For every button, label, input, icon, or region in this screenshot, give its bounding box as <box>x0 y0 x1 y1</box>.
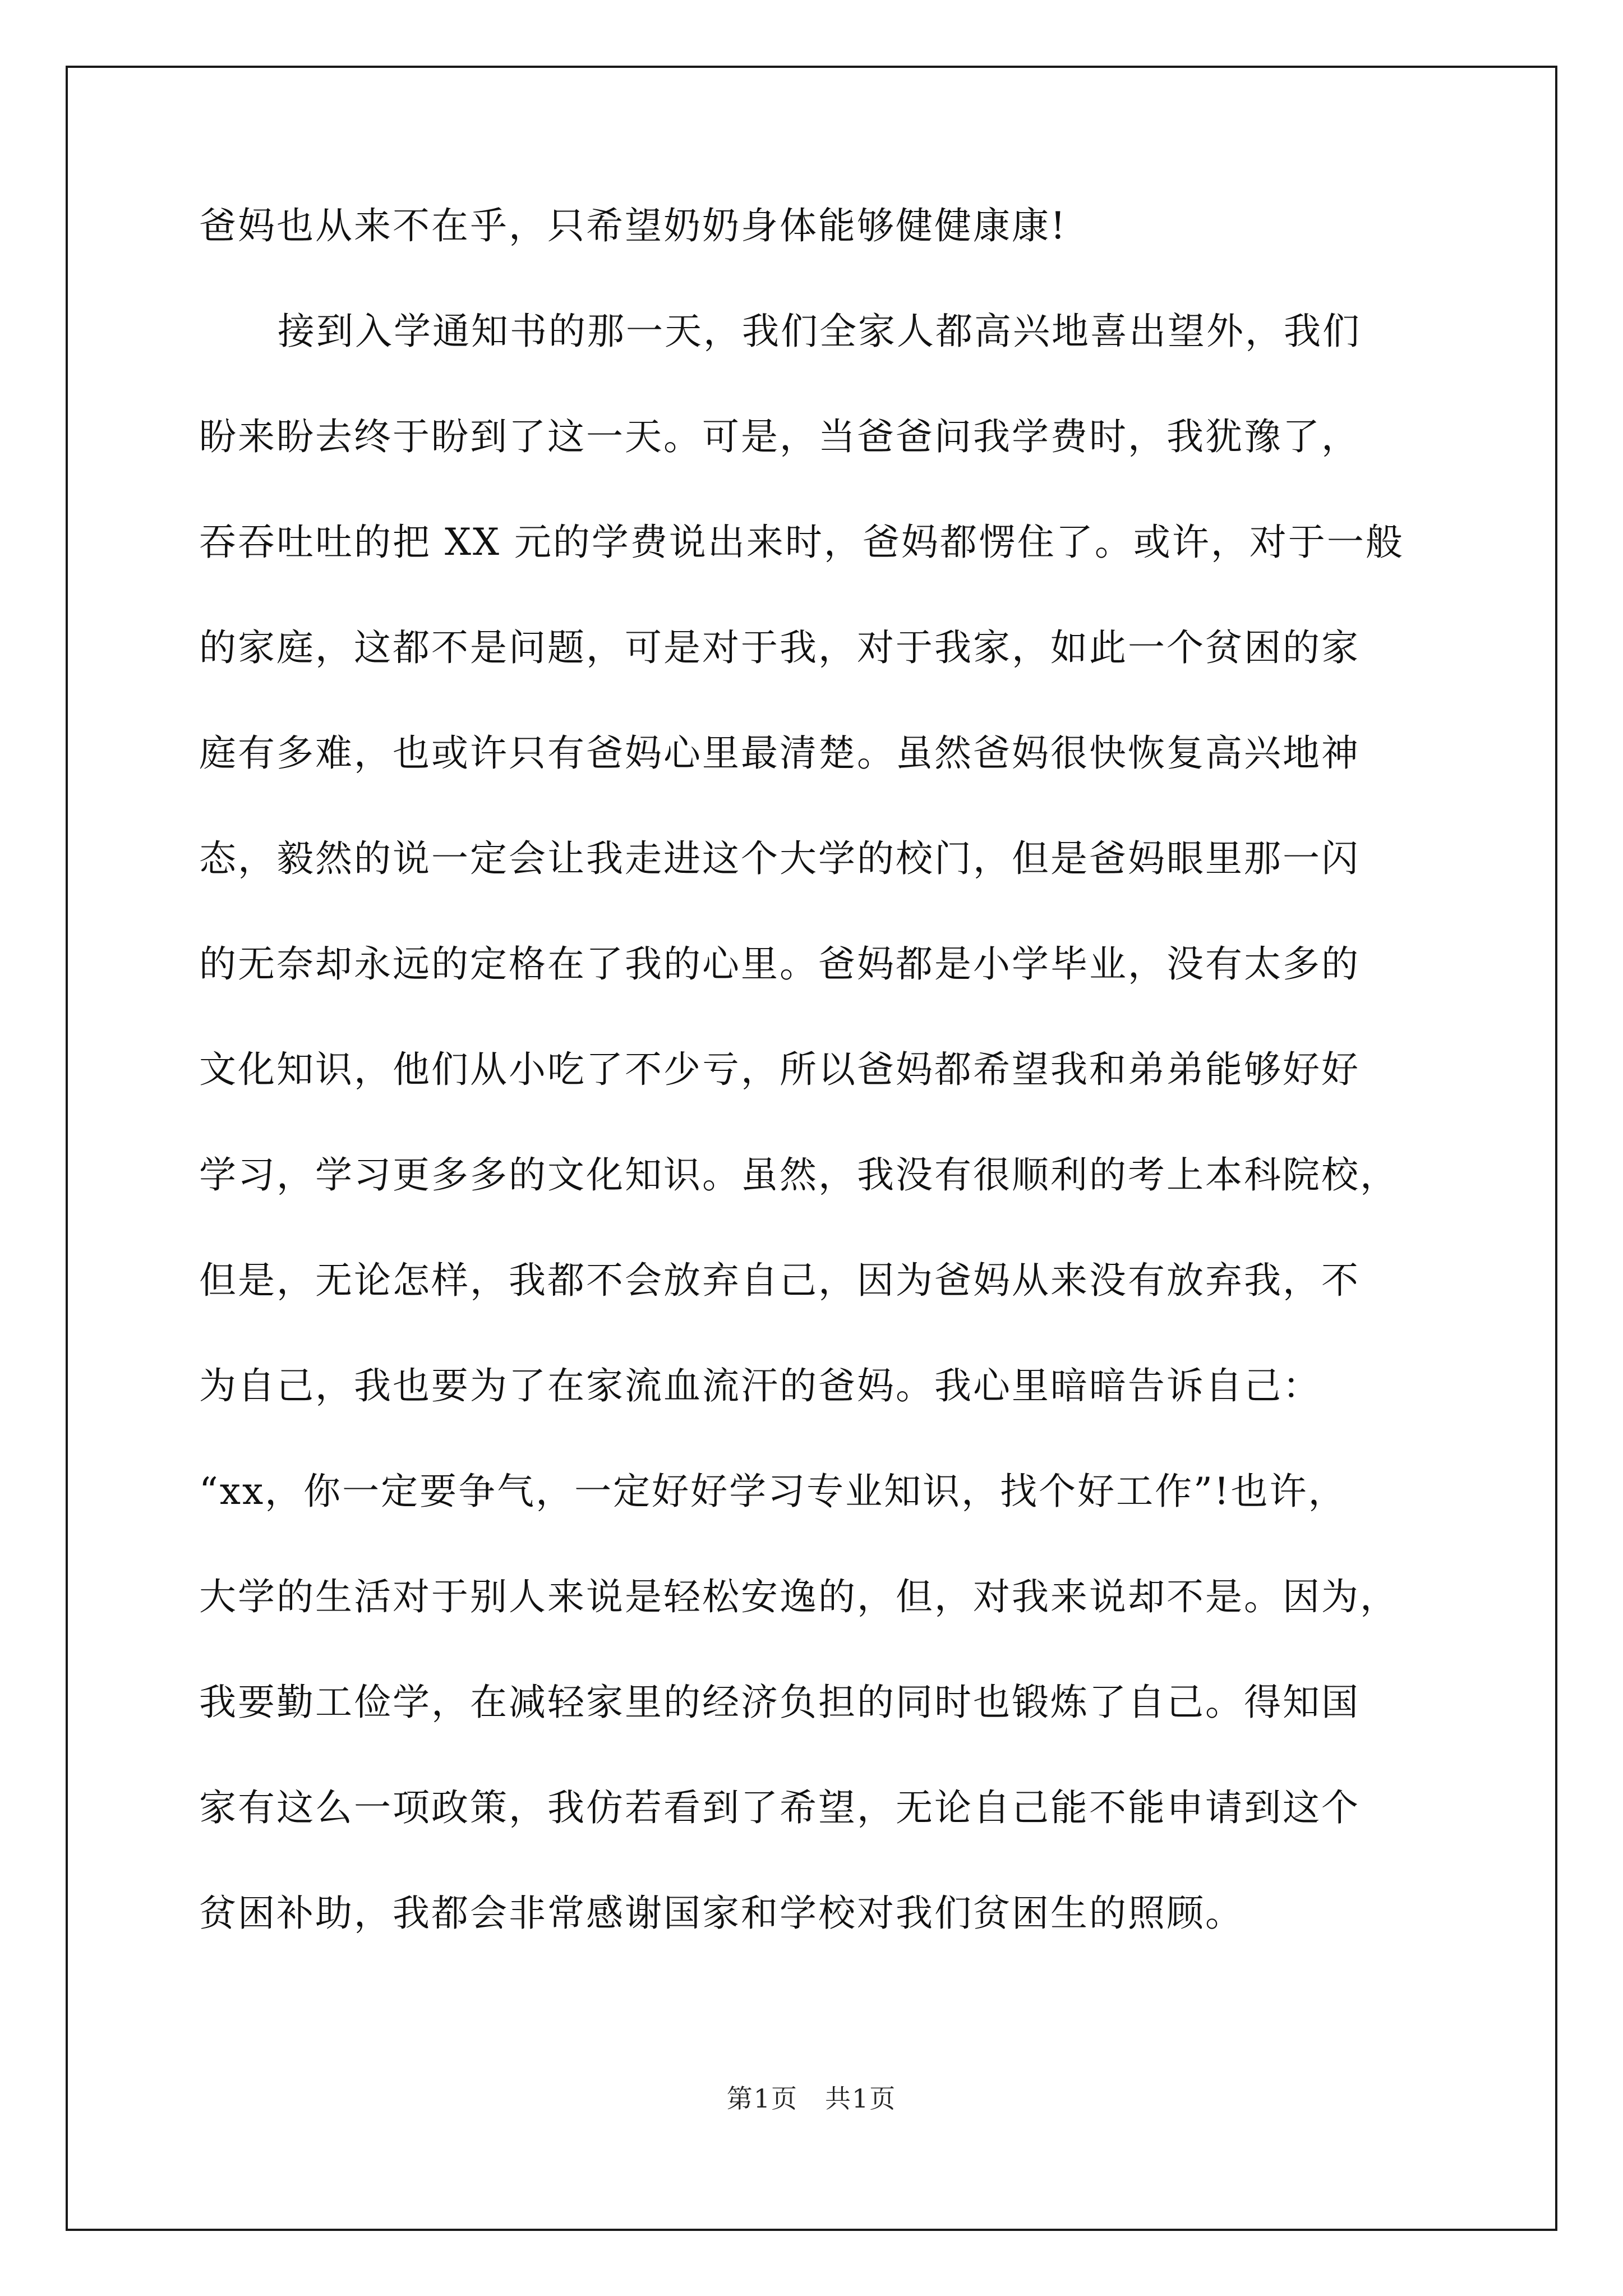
paragraph-line: 吞吞吐吐的把 XX 元的学费说出来时，爸妈都愣住了。或许，对于一般 <box>199 521 1404 564</box>
paragraph-line: 文化知识，他们从小吃了不少亏，所以爸妈都希望我和弟弟能够好好 <box>199 1048 1360 1091</box>
paragraph-line: 为自己，我也要为了在家流血流汗的爸妈。我心里暗暗告诉自己： <box>199 1364 1321 1407</box>
paragraph-line: 盼来盼去终于盼到了这一天。可是，当爸爸问我学费时，我犹豫了， <box>199 415 1360 458</box>
paragraph-line: 接到入学通知书的那一天，我们全家人都高兴地喜出望外，我们 <box>278 310 1361 353</box>
paragraph-line: “xx，你一定要争气，一定好好学习专业知识，找个好工作”!也许， <box>199 1470 1347 1513</box>
paragraph-line: 大学的生活对于别人来说是轻松安逸的，但，对我来说却不是。因为， <box>199 1575 1399 1618</box>
paragraph-line: 的无奈却永远的定格在了我的心里。爸妈都是小学毕业，没有太多的 <box>199 942 1360 986</box>
paragraph-line: 态，毅然的说一定会让我走进这个大学的校门，但是爸妈眼里那一闪 <box>199 837 1360 880</box>
paragraph-line: 学习，学习更多多的文化知识。虽然，我没有很顺利的考上本科院校， <box>199 1153 1399 1197</box>
paragraph-line: 爸妈也从来不在乎，只希望奶奶身体能够健健康康! <box>199 204 1067 247</box>
page-number-footer: 第1页 共1页 <box>726 2083 897 2114</box>
paragraph-line: 家有这么一项政策，我仿若看到了希望，无论自己能不能申请到这个 <box>199 1786 1360 1829</box>
document-body <box>199 204 1455 2000</box>
paragraph-line: 庭有多难，也或许只有爸妈心里最清楚。虽然爸妈很快恢复高兴地神 <box>199 731 1360 775</box>
paragraph-line: 贫困补助，我都会非常感谢国家和学校对我们贫困生的照顾。 <box>199 1892 1244 1935</box>
paragraph-line: 我要勤工俭学，在减轻家里的经济负担的同时也锻炼了自己。得知国 <box>199 1681 1360 1724</box>
paragraph-line: 但是，无论怎样，我都不会放弃自己，因为爸妈从来没有放弃我，不 <box>199 1259 1360 1302</box>
paragraph-line: 的家庭，这都不是问题，可是对于我，对于我家，如此一个贫困的家 <box>199 626 1360 669</box>
